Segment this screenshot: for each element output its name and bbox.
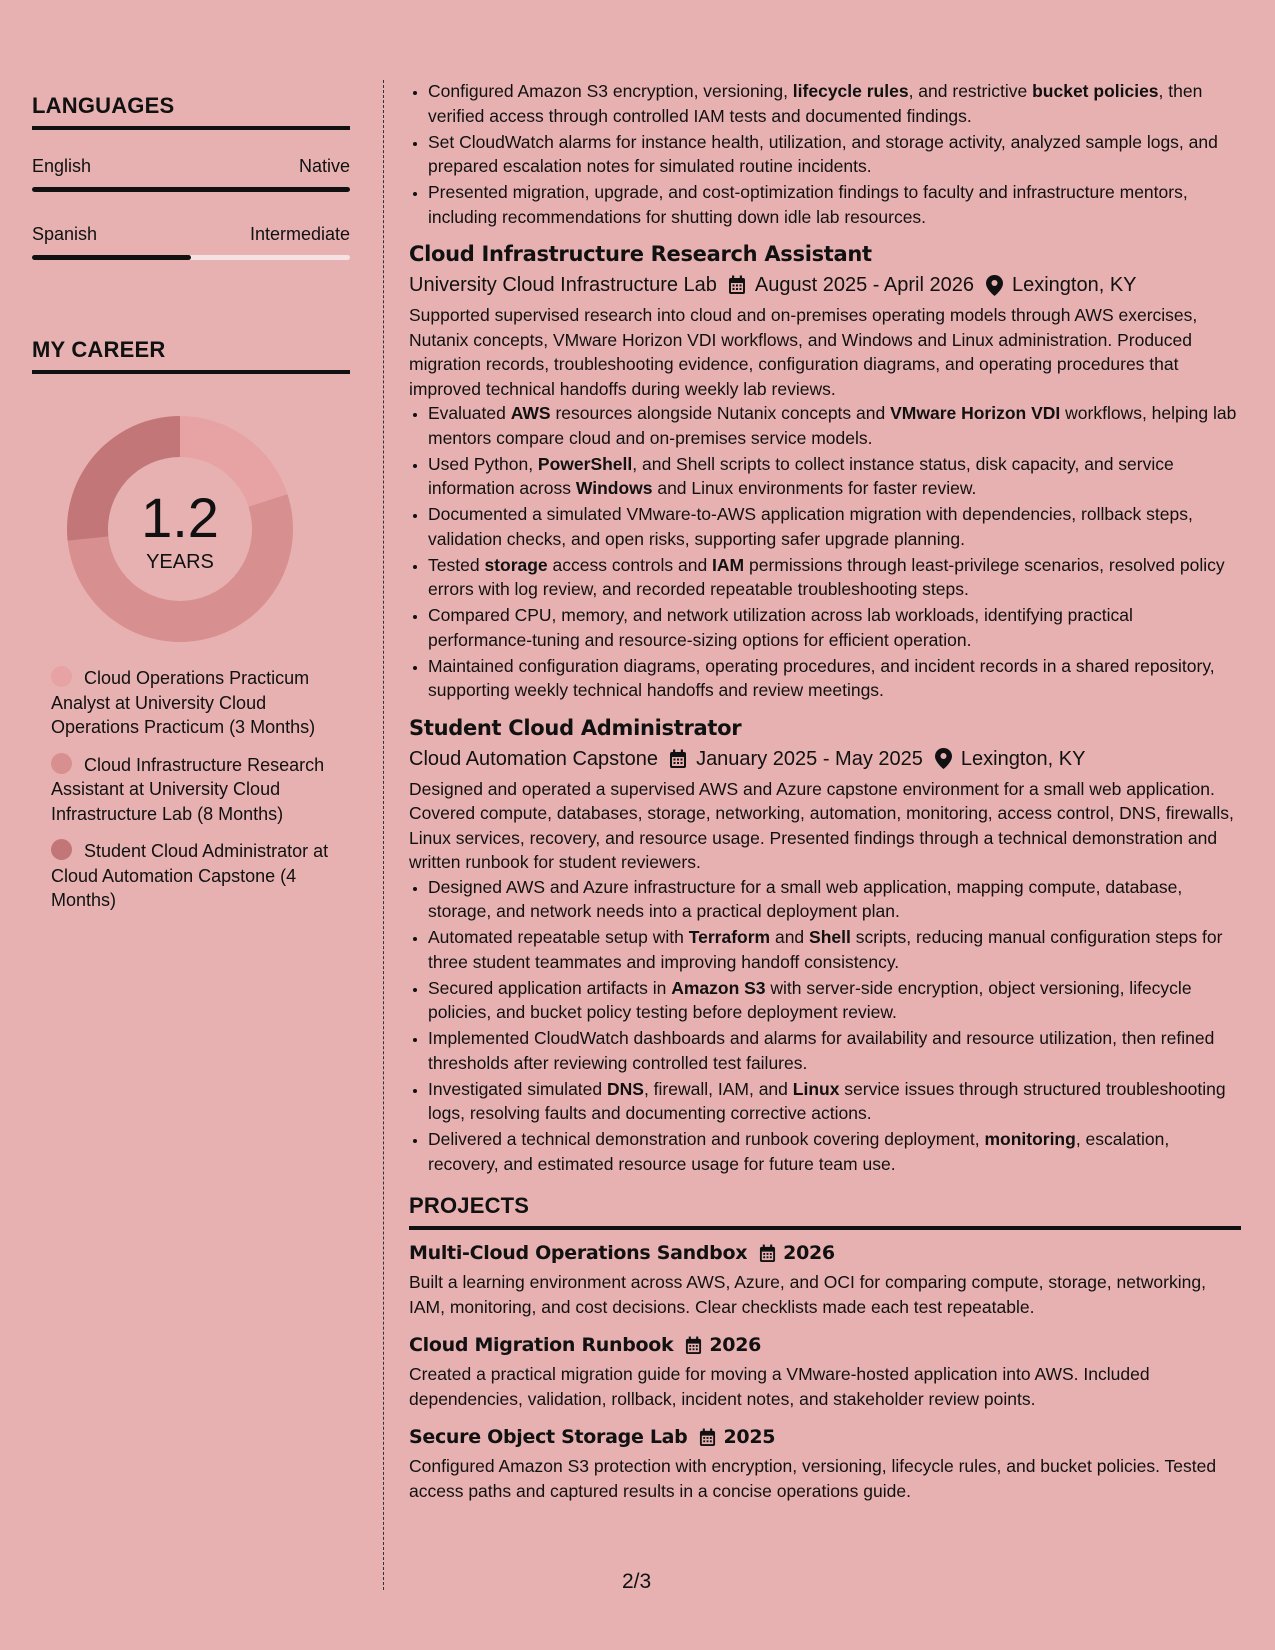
job-entry: [409, 713, 1241, 1177]
language-name: Spanish: [32, 224, 98, 244]
calendar-icon: [685, 1336, 702, 1355]
language-proficiency-fill: [32, 255, 191, 260]
job-dates: August 2025 - April 2026: [754, 274, 974, 296]
languages-heading: LANGUAGES: [32, 93, 175, 118]
job-meta: [409, 745, 1241, 773]
project-year: 2026: [709, 1334, 762, 1356]
bullet-item: • Presented migration, upgrade, and cost-optimization findings to faculty and infrastructure mentors, including recommendations for shutting down idle lab resources.: [428, 180, 1241, 229]
language-level: Native: [298, 156, 350, 176]
career-heading: MY CAREER: [32, 337, 166, 362]
job-title: Cloud Infrastructure Research Assistant: [409, 242, 872, 266]
page-number: 2/3: [622, 1570, 652, 1593]
project-name: Cloud Migration Runbook: [409, 1334, 674, 1356]
legend-swatch: [51, 839, 72, 860]
bullet-item: • Tested storage access controls and IAM permissions through least-privilege scenarios, resolved policy errors with log review, and recorded repeatable troubleshooting steps.: [428, 553, 1241, 602]
project-entry: [409, 1331, 1241, 1411]
bullet-item: • Compared CPU, memory, and network utilization across lab workloads, identifying practical performance-tuning and resource-sizing options for efficient operation.: [428, 603, 1241, 652]
legend-label: Cloud Operations Practicum Analyst at University Cloud Operations Practicum (3 Months): [51, 668, 316, 737]
legend-label: Cloud Infrastructure Research Assistant at University Cloud Infrastructure Lab (8 Months): [51, 754, 325, 824]
continued-bullet-list: [409, 79, 1241, 229]
bullet-item: • Maintained configuration diagrams, operating procedures, and incident records in a shared repository, supporting weekly technical handoffs and review meetings.: [428, 654, 1241, 703]
legend-item: [51, 666, 331, 740]
bullet-item: • Evaluated AWS resources alongside Nutanix concepts and VMware Horizon VDI workflows, helping lab mentors compare cloud and on-premises service models.: [428, 401, 1241, 450]
map-pin-icon: [935, 748, 952, 769]
project-year: 2026: [783, 1242, 835, 1264]
calendar-icon: [699, 1428, 716, 1447]
project-description: Created a practical migration guide for moving a VMware-hosted application into AWS. Included dependencies, validation, rollback, incident notes, and stakeholder review points.: [409, 1364, 1150, 1409]
legend-item: [51, 839, 331, 913]
job-dates: January 2025 - May 2025: [696, 747, 923, 770]
job-location: Lexington, KY: [960, 747, 1086, 770]
language-item: [32, 223, 350, 260]
bullet-item: • Used Python, PowerShell, and Shell scripts to collect instance status, disk capacity, and service information across Windows and Linux environments for faster review.: [428, 452, 1241, 501]
career-legend: [51, 666, 331, 913]
bullet-item: • Documented a simulated VMware-to-AWS application migration with dependencies, rollback steps, validation checks, and open risks, supporting safer upgrade planning.: [428, 502, 1241, 551]
calendar-icon: [728, 275, 746, 295]
job-bullet-list: [409, 875, 1241, 1177]
project-name: Multi-Cloud Operations Sandbox: [409, 1242, 748, 1264]
bullet-item: • Implemented CloudWatch dashboards and alarms for availability and resource utilization, then refined thresholds after reviewing controlled test failures.: [428, 1026, 1241, 1075]
project-description: Configured Amazon S3 protection with encryption, versioning, lifecycle rules, and bucket policies. Tested access paths and captured results in a concise operations guide.: [409, 1456, 1217, 1501]
job-location: Lexington, KY: [1011, 274, 1137, 296]
project-entry: [409, 1423, 1241, 1503]
career-donut-chart: [65, 414, 295, 644]
language-proficiency-fill: [32, 187, 350, 192]
career-rule: [32, 370, 350, 374]
job-meta: [409, 271, 1241, 299]
column-divider: [383, 80, 384, 1590]
project-name: Secure Object Storage Lab: [409, 1426, 688, 1448]
right-column: [409, 79, 1241, 1503]
project-year: 2025: [723, 1426, 776, 1448]
legend-label: Student Cloud Administrator at Cloud Automation Capstone (4 Months): [51, 841, 329, 910]
job-org: Cloud Automation Capstone: [409, 747, 659, 770]
languages-rule: [32, 126, 350, 130]
bullet-item: • Secured application artifacts in Amazon S3 with server-side encryption, object versioning, lifecycle policies, and bucket policy testing before deployment review.: [428, 976, 1241, 1025]
calendar-icon: [669, 749, 687, 769]
job-description: Supported supervised research into cloud and on-premises operating models through AWS exercises, Nutanix concepts, VMware Horizon VDI workflows, and Windows and Linux administration. Produced migration records, troubleshooting evidence, configuration diagrams, and operating procedures that improved technical handoffs during weekly lab reviews.: [409, 305, 1198, 399]
language-proficiency-bar: [32, 255, 350, 260]
projects-heading: PROJECTS: [409, 1193, 530, 1218]
language-level: Intermediate: [249, 224, 350, 244]
legend-item: [51, 753, 331, 827]
bullet-item: • Investigated simulated DNS, firewall, IAM, and Linux service issues through structured troubleshooting logs, resolving faults and documenting corrective actions.: [428, 1077, 1241, 1126]
job-title: Student Cloud Administrator: [409, 715, 742, 740]
bullet-item: • Delivered a technical demonstration and runbook covering deployment, monitoring, escalation, recovery, and estimated resource usage for future team use.: [428, 1127, 1241, 1176]
calendar-icon: [759, 1244, 776, 1263]
job-entry: [409, 239, 1241, 703]
map-pin-icon: [986, 275, 1003, 296]
projects-rule: [409, 1226, 1241, 1230]
job-description: Designed and operated a supervised AWS and Azure capstone environment for a small web application. Covered compute, databases, storage, networking, automation, monitoring, access control, DNS, firewalls, Linux services, recovery, and resource usage. Presented findings through a technical demonstration and written runbook for student reviewers.: [409, 778, 1234, 872]
bullet-item: • Designed AWS and Azure infrastructure for a small web application, mapping compute, database, storage, and network needs into a practical deployment plan.: [428, 875, 1241, 924]
career-total-unit: YEARS: [146, 551, 214, 573]
left-column: [32, 92, 350, 926]
job-org: University Cloud Infrastructure Lab: [409, 274, 717, 296]
bullet-item: • Automated repeatable setup with Terraform and Shell scripts, reducing manual configuration steps for three student teammates and improving handoff consistency.: [428, 925, 1241, 974]
language-name: English: [32, 156, 92, 176]
legend-swatch: [51, 753, 72, 774]
project-description: Built a learning environment across AWS, Azure, and OCI for comparing compute, storage, networking, IAM, monitoring, and cost decisions. Clear checklists made each test repeatable.: [409, 1272, 1206, 1317]
job-bullet-list: [409, 401, 1241, 703]
career-total-value: 1.2: [141, 486, 219, 549]
language-item: [32, 155, 350, 192]
project-entry: [409, 1239, 1241, 1319]
bullet-item: • Configured Amazon S3 encryption, versioning, lifecycle rules, and restrictive bucket policies, then verified access through controlled IAM tests and documented findings.: [428, 79, 1241, 128]
bullet-item: • Set CloudWatch alarms for instance health, utilization, and storage activity, analyzed sample logs, and prepared escalation notes for simulated routine incidents.: [428, 130, 1241, 179]
language-proficiency-bar: [32, 187, 350, 192]
legend-swatch: [51, 666, 72, 687]
